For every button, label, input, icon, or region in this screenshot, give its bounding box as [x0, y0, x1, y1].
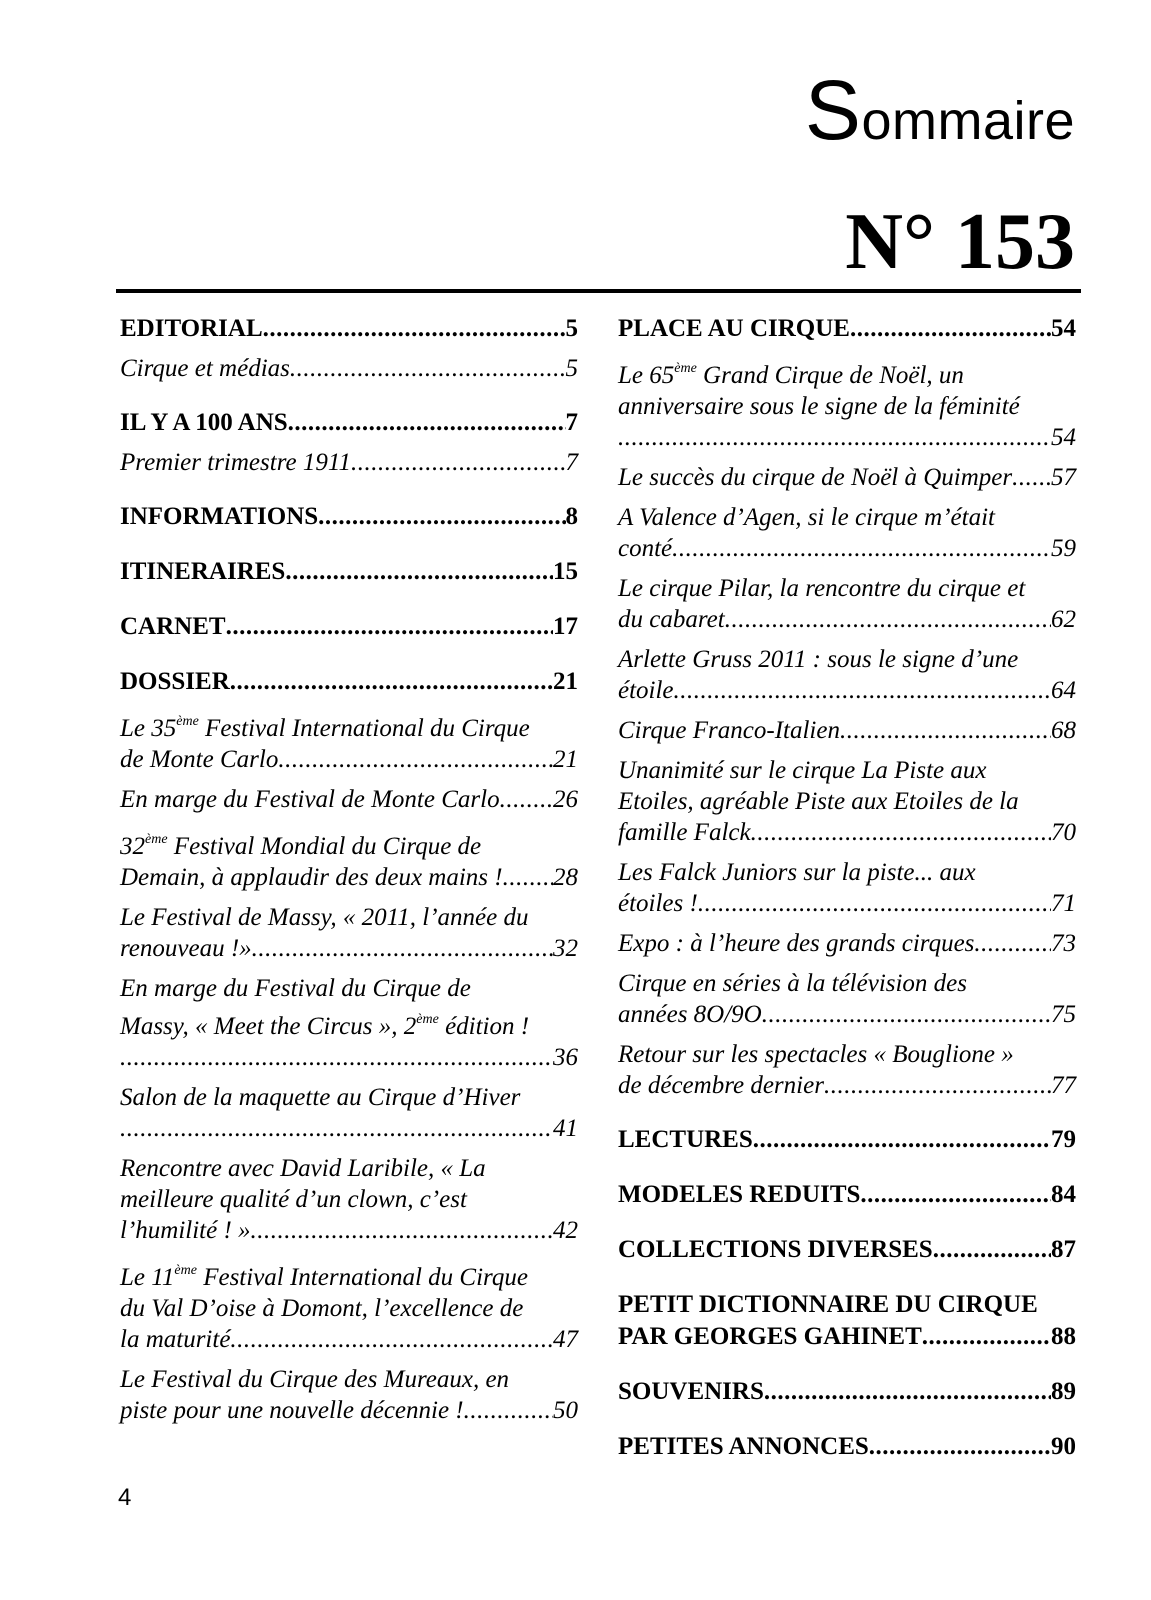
toc-section-label: CARNET [120, 613, 226, 640]
toc-page-number: 70 [1051, 819, 1076, 846]
toc-section-label: MODELES REDUITS [618, 1181, 861, 1208]
toc-article-marge-monte-carlo[interactable] [120, 784, 578, 815]
toc-article-salon-maquette[interactable] [120, 1082, 578, 1144]
toc-page-number: 5 [565, 315, 578, 342]
page-title [804, 63, 1075, 157]
toc-page-number: 88 [1051, 1323, 1076, 1350]
toc-article-title: années 8O/9O [618, 1001, 762, 1028]
toc-article-title: Festival International du Cirque [198, 715, 530, 742]
toc-section-label: COLLECTIONS DIVERSES [618, 1236, 933, 1263]
toc-article-title: du Val D’oise à Domont, l’excellence de [120, 1295, 524, 1322]
page-title-rest: ommaire [861, 91, 1075, 151]
ordinal-suffix: ème [174, 1263, 197, 1278]
toc-article-title: Le cirque Pilar, la rencontre du cirque et [618, 575, 1026, 602]
toc-section-place-au-cirque[interactable] [618, 313, 1076, 345]
toc-page-number: 26 [553, 786, 578, 813]
toc-page-number: 54 [1051, 315, 1076, 342]
toc-section-label: EDITORIAL [120, 315, 263, 342]
toc-article-title: renouveau !» [120, 935, 252, 962]
toc-page-number: 77 [1051, 1072, 1076, 1099]
toc-article-expo[interactable] [618, 928, 1076, 959]
toc-section-petites-annonces[interactable] [618, 1431, 1076, 1463]
toc-page-number: 68 [1051, 717, 1076, 744]
toc-page-number: 62 [1051, 606, 1076, 633]
toc-page-number: 21 [553, 668, 578, 695]
toc-article-title: étoiles ! [618, 890, 698, 917]
toc-article-title: édition ! [438, 1013, 530, 1040]
toc-section-itineraires[interactable] [120, 556, 578, 588]
header-divider [116, 289, 1081, 293]
toc-article-title: Unanimité sur le cirque La Piste aux [618, 757, 987, 784]
toc-article-title: Cirque et médias [120, 355, 290, 382]
toc-section-label: PETIT DICTIONNAIRE DU CIRQUE [618, 1291, 1038, 1318]
toc-article-title: famille Falck [618, 819, 751, 846]
toc-page-number: 7 [565, 409, 578, 436]
toc-section-label: INFORMATIONS [120, 503, 319, 530]
toc-section-il-y-a-100-ans[interactable] [120, 407, 578, 439]
toc-article-title: Demain, à applaudir des deux mains ! [120, 864, 503, 891]
toc-page-number: 5 [565, 355, 578, 382]
toc-article-title: piste pour une nouvelle décennie ! [120, 1397, 464, 1424]
toc-article-title: de Monte Carlo [120, 746, 279, 773]
toc-article-title: Salon de la maquette au Cirque d’Hiver [120, 1084, 521, 1111]
toc-article-valence[interactable] [618, 502, 1076, 564]
toc-article-title: 32 [120, 833, 145, 860]
toc-article-massy[interactable] [120, 902, 578, 964]
toc-article-title: Retour sur les spectacles « Bouglione » [618, 1041, 1014, 1068]
toc-page-number: 54 [1051, 424, 1076, 451]
ordinal-suffix: ème [176, 714, 199, 729]
toc-article-title: Le 35 [120, 715, 177, 742]
toc-page-number: 17 [553, 613, 578, 640]
toc-article-cirque-de-demain[interactable] [120, 824, 578, 893]
toc-page-number: 73 [1051, 930, 1076, 957]
ordinal-suffix: ème [674, 361, 697, 376]
toc-article-falck-juniors[interactable] [618, 857, 1076, 919]
toc-article-title: Premier trimestre 1911 [120, 449, 351, 476]
toc-left-column [120, 313, 578, 1426]
toc-section-informations[interactable] [120, 501, 578, 533]
toc-page-number: 28 [553, 864, 578, 891]
toc-article-pilar[interactable] [618, 573, 1076, 635]
toc-section-modeles-reduits[interactable] [618, 1179, 1076, 1211]
toc-article-title: Massy, « Meet the Circus », 2 [120, 1013, 417, 1040]
toc-section-petit-dictionnaire[interactable] [618, 1289, 1076, 1353]
toc-article-title: Le succès du cirque de Noël à Quimper [618, 464, 1013, 491]
toc-article-title: En marge du Festival de Monte Carlo [120, 786, 500, 813]
toc-section-label: PETITES ANNONCES [618, 1433, 869, 1460]
toc-article-piste-aux-etoiles[interactable] [618, 755, 1076, 848]
toc-article-title: En marge du Festival du Cirque de [120, 975, 471, 1002]
toc-section-carnet[interactable] [120, 611, 578, 643]
toc-page-number: 87 [1051, 1236, 1076, 1263]
toc-article-title: l’humilité ! » [120, 1217, 251, 1244]
toc-section-editorial[interactable] [120, 313, 578, 345]
toc-section-collections-diverses[interactable] [618, 1234, 1076, 1266]
toc-article-title: étoile [618, 677, 674, 704]
toc-article-title: Le 65 [618, 362, 675, 389]
toc-page-number: 41 [553, 1115, 578, 1142]
toc-article-title: Grand Cirque de Noël, un [696, 362, 964, 389]
toc-article-title: A Valence d’Agen, si le cirque m’était [618, 504, 995, 531]
toc-page-number: 7 [565, 449, 578, 476]
toc-page-number: 84 [1051, 1181, 1076, 1208]
toc-article-title: Festival International du Cirque [196, 1264, 528, 1291]
toc-section-label: ITINERAIRES [120, 558, 286, 585]
toc-article-premier-trimestre[interactable] [120, 447, 578, 478]
toc-article-title: Cirque Franco-Italien [618, 717, 840, 744]
toc-section-dossier[interactable] [120, 666, 578, 698]
toc-page-number: 90 [1051, 1433, 1076, 1460]
toc-article-grand-cirque-noel[interactable] [618, 353, 1076, 453]
toc-article-title: Le 11 [120, 1264, 175, 1291]
toc-section-label: LECTURES [618, 1126, 753, 1153]
toc-article-mureaux[interactable] [120, 1364, 578, 1426]
toc-article-arlette-gruss[interactable] [618, 644, 1076, 706]
toc-article-title: Rencontre avec David Laribile, « La [120, 1155, 486, 1182]
toc-page-number: 71 [1051, 890, 1076, 917]
toc-page-number: 50 [553, 1397, 578, 1424]
toc-article-title: Etoiles, agréable Piste aux Etoiles de la [618, 788, 1019, 815]
toc-section-souvenirs[interactable] [618, 1376, 1076, 1408]
toc-section-label: DOSSIER [120, 668, 230, 695]
toc-page-number: 59 [1051, 535, 1076, 562]
issue-number: N° 153 [845, 198, 1075, 286]
toc-section-label: PLACE AU CIRQUE [618, 315, 850, 342]
toc-article-title: la maturité [120, 1326, 231, 1353]
toc-right-column [618, 313, 1076, 1463]
toc-page-number: 57 [1051, 464, 1076, 491]
toc-section-label: PAR GEORGES GAHINET [618, 1323, 922, 1350]
toc-section-lectures[interactable] [618, 1124, 1076, 1156]
toc-article-title: Le Festival de Massy, « 2011, l’année du [120, 904, 529, 931]
toc-page-number: 32 [553, 935, 578, 962]
toc-article-marge-massy[interactable] [120, 973, 578, 1073]
toc-page-number: 75 [1051, 1001, 1076, 1028]
toc-article-title: Festival Mondial du Cirque de [167, 833, 482, 860]
toc-page-number: 21 [553, 746, 578, 773]
toc-article-title: Expo : à l’heure des grands cirques [618, 930, 975, 957]
toc-article-bouglione[interactable] [618, 1039, 1076, 1101]
toc-section-label: SOUVENIRS [618, 1378, 764, 1405]
toc-article-title: meilleure qualité d’un clown, c’est [120, 1186, 467, 1213]
toc-page-number: 47 [553, 1326, 578, 1353]
toc-article-title: Arlette Gruss 2011 : sous le signe d’une [618, 646, 1019, 673]
toc-article-title: Les Falck Juniors sur la piste... aux [618, 859, 976, 886]
toc-article-quimper[interactable] [618, 462, 1076, 493]
ordinal-suffix: ème [145, 832, 168, 847]
toc-article-title: Cirque en séries à la télévision des [618, 970, 968, 997]
toc-page-number: 42 [553, 1217, 578, 1244]
toc-article-title: anniversaire sous le signe de la féminité [618, 393, 1020, 420]
toc-article-domont[interactable] [120, 1255, 578, 1355]
toc-page-number: 36 [553, 1044, 578, 1071]
toc-article-title: conté [618, 535, 673, 562]
toc-article-franco-italien[interactable] [618, 715, 1076, 746]
toc-article-series-tv[interactable] [618, 968, 1076, 1030]
toc-article-monte-carlo[interactable] [120, 706, 578, 775]
toc-page-number: 79 [1051, 1126, 1076, 1153]
page-title-initial: S [804, 63, 862, 157]
toc-page-number: 15 [553, 558, 578, 585]
toc-page-number: 89 [1051, 1378, 1076, 1405]
toc-article-title: du cabaret [618, 606, 725, 633]
toc-article-title: de décembre dernier [618, 1072, 824, 1099]
toc-page-number: 64 [1051, 677, 1076, 704]
toc-article-title: Le Festival du Cirque des Mureaux, en [120, 1366, 510, 1393]
toc-page-number: 8 [565, 503, 578, 530]
footer-page-number: 4 [118, 1484, 132, 1511]
toc-section-label: IL Y A 100 ANS [120, 409, 288, 436]
toc-article-cirque-medias[interactable] [120, 353, 578, 384]
ordinal-suffix: ème [416, 1012, 439, 1027]
toc-article-laribile[interactable] [120, 1153, 578, 1246]
